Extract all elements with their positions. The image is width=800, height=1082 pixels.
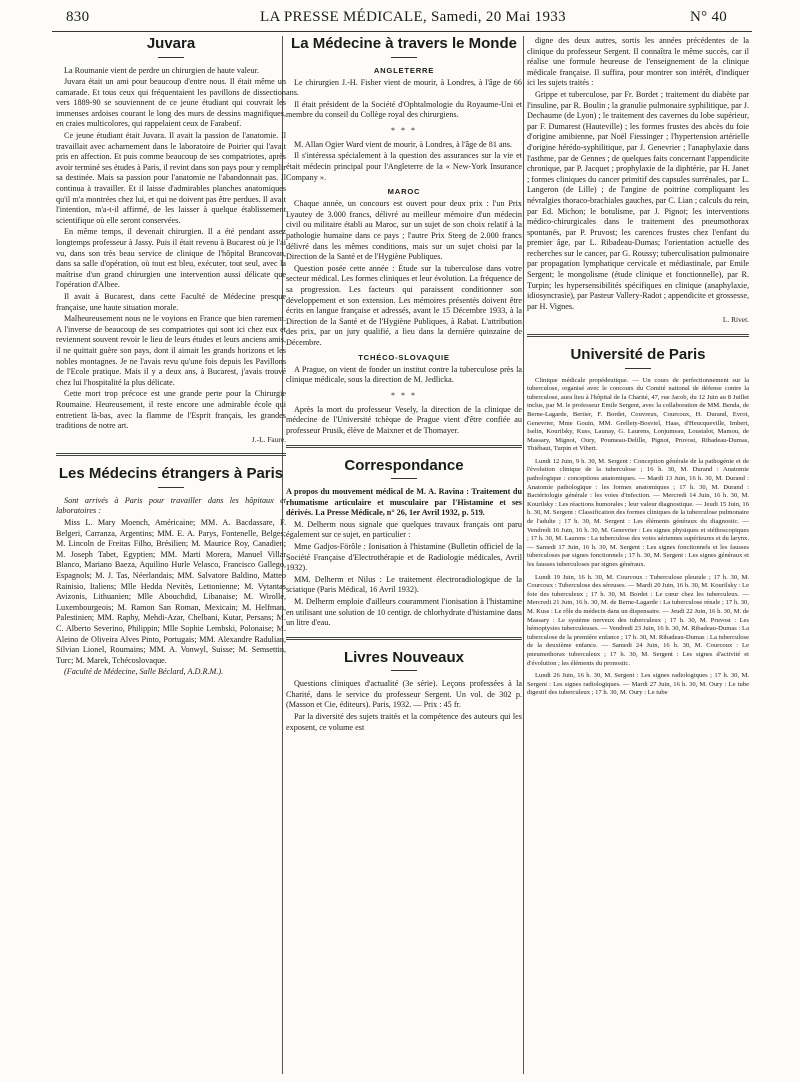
corresp-para: MM. Delherm et Nilus : Le traitement électroradiologique de la sciatique (Paris Médical, 16 Avril 1932). — [286, 574, 522, 595]
juvara-para: Cette mort trop précoce est une grande perte pour la Chirurgie Roumaine. Heureusement, il reste encore une admirable école qui entretient là-bas, avec la flamme de l'Esprit français, les grandes traditions de notre art. — [56, 389, 286, 431]
title-underline — [391, 670, 417, 671]
title-underline — [158, 57, 184, 58]
news-para: Question posée cette année : Étude sur la tuberculose dans votre secteur médical. Les formes cliniques et leur évolution. La fréquence de sa progression. Les facteurs qui paraissent conditionner son développement et son extension. Les mémoires présentés doivent être écrits en langue française et adressés, avant le 15 Décembre 1933, à la Direction de la Santé et de l'Hygiène Publiques, à Rabat. L'attribution des prix, par un jury qualifié, a lieu dans la dernière quinzaine de Décembre. — [286, 263, 522, 347]
juvara-para: Ce jeune étudiant était Juvara. Il avait la passion de l'anatomie. Il travaillait avec acharnement dans le laboratoire de Poirier qui l'avait pris en affection. Et puis comme beaucoup de ses compatriotes, après avoir terminé ses études à Paris, il revint dans son pays pour y remplir sa destinée. Mais sa passion pour l'anatomie ne l'abandonnait pas. Il continua à travailler. Et il laisse d'admirables planches anatomiques qu'il m'a montrées chez lui, et qui ne doivent pas être perdues. Il avait l'intention, m'a-t-il affirmé, de les laisser à quelque établissement scientifique où elle seront conservées. — [56, 131, 286, 225]
livres-signature: L. Rivet. — [722, 315, 749, 325]
issue-number: N° 40 — [690, 9, 728, 25]
news-para: Il s'intéressa spécialement à la question des assurances sur la vie et était médecin principal pour l'Angleterre de la « New-York Insurance Company ». — [286, 151, 522, 182]
juvara-para: Malheureusement nous ne le voyions en France que bien rarement. A l'inverse de beaucoup de ses compatriotes qui sont ici chez eux et reviennent souvent revoir le lieu de leurs études et leurs anciens amis, il ne quittait guère son pays, dont il aimait les grands horizons et les nobles montagnes. Je ne l'avais revu qu'une fois depuis les Pavillons de l'Ecole pratique. Mais il y a deux ans, à Bucarest, j'avais trouvé chez lui l'hospitalité la plus délicate. — [56, 314, 286, 387]
section-angleterre: ANGLETERRE — [373, 65, 435, 75]
schedule-para: Lundi 12 Juin, 9 h. 30, M. Sergent : Conception générale de la pathogénie et de l'évolution clinique de la tuberculose ; 16 h. 30, M. Durand : Anatomie pathologique : conceptions anatomiques. — Mardi 13 Juin, 16 h. 30, M. Durand : Anatomie pathologique : les formes anatomiques ; 17 h. 30, M. Durand : Bactériologie générale : les voies d'infection. — Mercredi 14 Juin, 16 h. 30, M. Kourilsky : Les réactions humorales ; leur valeur diagnostique. — Jeudi 15 Juin, 16 h. 30, M. Sergent : Classification des formes cliniques de la tuberculose pulmonaire de l'adulte ; 17 h. 30, M. Sergent : Les éléments généraux du diagnostic. — Vendredi 16 Juin, 16 h. 30, M. Genevrier : Les signes physiques et stéthoscopiques ; 17 h. 30, M. Laurens : La tuberculose des voies aériennes supérieures et du larynx. — Samedi 17 Juin, 16 h. 30, M. Sergent : Les signes fonctionnels et les fausses tuberculoses par signes fonctionnels ; 17 h. 30, M. Sergent : Les signes généraux et les fausses tuberculoses par signes généraux. — [527, 457, 749, 568]
schedule-para: Lundi 26 Juin, 16 h. 30, M. Sergent : Les signes radiologiques ; 17 h. 30, M. Sergent : Les signes radiologiques. — Mardi 27 Juin, 16 h. 30, M. Oury : Le tube digestif des tuberculeux ; 17 h. 30, M. Oury : Le tube — [527, 672, 749, 697]
juvara-signature: J.-L. Faure. — [251, 434, 286, 444]
livres-para: Par la diversité des sujets traités et la compétence des auteurs qui les exposent, ce volume est — [286, 712, 522, 732]
column-divider — [523, 36, 524, 1074]
livres-title: Livres Nouveaux — [343, 648, 465, 666]
corresp-heading: A propos du mouvement médical de M. A. Ravina : Traitement du rhumatisme articulaire et musculaire par l'Histamine et ses dérivés. La Presse Médicale, n° 26, 1er Avril 1932, p. 519. — [286, 487, 522, 518]
section-maroc: MAROC — [387, 187, 421, 197]
news-para: Le chirurgien J.-H. Fisher vient de mourir, à Londres, à l'âge de 66 ans. — [286, 77, 522, 98]
column-middle — [286, 36, 522, 1076]
juvara-title: Juvara — [146, 36, 196, 52]
stars-separator: * * * — [391, 125, 417, 135]
news-para: Il était président de la Société d'Ophtalmologie du Royaume-Uni et membre du conseil du Collège royal des chirurgiens. — [286, 99, 522, 120]
page-number: 830 — [66, 9, 90, 25]
corresp-para: M. Delherm emploie d'ailleurs couramment l'ionisation à l'histamine en utilisant une solution de 10 centigr. de chlorhydrate d'histamine dans un litre d'eau. — [286, 596, 522, 628]
page-header — [0, 0, 800, 28]
schedule-para: Lundi 19 Juin, 16 h. 30, M. Courcoux : Tuberculose pleurale ; 17 h. 30, M. Courcoux : Tuberculose des séreuses. — Mardi 20 Juin, 16 h. 30, M. Kourilsky : Le foie des tuberculeux ; 17 h. 30, M. Bordet : Le cœur chez les tuberculeux. — Mercredi 21 Juin, 16 h. 30, M. de Berne-Lagarde : La tuberculose rénale ; 17 h. 30, M. Kuss : Le rôle du médecin dans un dispensaire. — Jeudi 22 Juin, 16 h. 30, M. de Massary : Le système nerveux des tuberculeux ; 17 h. 30, M. Pruvost : Les hémoptysies tuberculeuses. — Vendredi 23 Juin, 16 h. 30, M. Ribadeau-Dumas : La tuberculose de la première enfance ; 17 h. 30, M. Ribadeau-Dumas : La tuberculose de la deuxième enfance. — Samedi 24 Juin, 16 h. 30, M. Courcoux : Le pneumothorax tuberculeux ; 17 h. 30, M. Sergent : Les signes d'activité et d'évolution ; les éléments du pronostic. — [527, 573, 749, 667]
monde-title: La Médecine à travers le Monde — [291, 36, 517, 52]
etrangers-list: Miss L. Mary Moench, Américaine; MM. A. Bacdassare, F. Belgeri, Carranza, Argentins; MM. E. A. Parys, Fontenelle, Belges; M. Lincoln de Freitas Filho, Brésilien; M. Maurice Roy, Canadien; M. Joseph Tabet, Egyptien; MM. Marti Morera, Manuel Villar Blanco, Mariano Baeza, Aquilino Hurle Velasco, Francisco Gallego, Espagnols; M. J. Tas, Néerlandais; MM. Salvatore Baldino, Matteo Rainisio, Italiens; Mlle Hedda Nevitès, Lettonienne; M. Vytantas Avizonis, Lithuanien; Mlle Abouchdid, Libanaise; M. Wirolle, Luxembourgeois; M. Ramon San Roman, Mexicain; M. Helfman, Palestinien; MM. Raphy, Mehdi-Azar, Chelbani, Kutar, Persans; M. C. Alberto Severino, Philippin; Mlle Sophie Lembski, Polonaise; M. Aleino de Oliveira Alves Pinto, Portugais; MM. Alexandre Radulian, Silvian Lionel, Roumains; MM. A. Vonwyl, Suisse; M. Semsettin, Turc; M. Marek, Tchécoslovaque. — [56, 517, 286, 665]
livres-topics: Grippe et tuberculose, par Fr. Bordet ; traitement du diabète par l'insuline, par R. Boulin ; la granulie pulmonaire syphilitique, par J. Dechaume (de Lyon) ; le traitement des cavernes du lobe supérieur, par F. Dumarest (Hauteville) ; les formes frustes des abcès du foie d'origine amibienne, par Noël Fiessinger ; l'hypertension artérielle d'origine hérédo-syphilitique, par J. Genevrier ; l'anaphylaxie dans l'asthme, par de Gennes ; de quelques faits concernant l'appendicite chronique, par P. Jacquet ; prophylaxie de la diphtérie, par H. Janet ; formes cliniques du cancer primitif des capsules surrénales, par L. Langeron (de Lille) ; de l'angine de poitrine compliquant les névralgies thoraco-brachiales gauches, par C. Lian ; calculs du rein, par Ed. Michon; le botulisme, par J. Pignot; les interventions médico-chirurgicales dans le traitement des pneumothorax spontanés, par P. Pruvost; les carences frustes chez l'enfant du premier âge, par L. Ribadeau-Dumas; l'orientation actuelle des recherches sur le cancer, par G. Roussy; tuberculisation pulmonaire par propagation lymphatique cervicale et médiastinale, par Emile Sergent; le mongolisme (étude clinique et fonctionnelle), par R. Turpin; les hypersensibilités spécifiques en clinique (anaphylaxie, idiosyncrasie), par Pasteur Vallery-Radot ; appendicite et grossesse, par H. Vignes. — [527, 89, 749, 311]
corresp-title: Correspondance — [344, 456, 464, 474]
column-left — [56, 36, 286, 1076]
section-separator — [56, 453, 286, 456]
news-para: M. Allan Ogier Ward vient de mourir, à Londres, à l'âge de 81 ans. — [294, 139, 512, 149]
corresp-para: M. Delherm nous signale que quelques travaux français ont paru également sur ce sujet, en particulier : — [286, 519, 522, 540]
clinique-heading: Clinique médicale propédeutique. — Un cours de perfectionnement sur la tuberculose, organisé avec le concours du Comité national de défense contre la tuberculose, aura lieu à l'hôpital de la Charité, 47, rue Jacob, du 12 Juin au 8 Juillet inclus, par M. le professeur Emile Sergent, avec la collaboration de MM. Benda, de Berne-Lagarde, Bertier, F. Bordet, Couvreux, Courcoux, H. Durand, Evrot, Genevrier, Mme Gouin, MM. Grellety-Bosviel, Haas, d'Heucqueville, Imbert, Iselin, Kourilsky, Kuss, Launay, G. Laurens, Lonjumeau, Loustalot, Mamou, de Massary, Mignot, Oury, Poumeau-Delille, Pignot, Pruvost, Ribadeau-Dumas, Thiébaut, Turpin et Vibert. — [527, 376, 749, 453]
etrangers-intro: Sont arrivés à Paris pour travailler dans les hôpitaux et laboratoires : — [56, 495, 286, 516]
juvara-para: Juvara était un ami pour beaucoup d'entre nous. Il était même un camarade. Et tous ceux qui fréquentaient les pavillons de dissection vers 1889-90 se souviennent de ce jeune étudiant qui couvrait les immenses ardoises courant le long des murs de dessins magnifiques, en craies multicolores, qui rappelaient ceux de Farabeuf. — [56, 77, 286, 129]
juvara-para: En même temps, il devenait chirurgien. Il a été pendant assez longtemps professeur à Jassy. Puis il était revenu à Bucarest où je l'ai vu, dans son très beau service de clinique de l'hôpital Brancovan, dans sa salle d'opération, où tout est bleu, exécuter, tout seul, avec la maîtrise d'un grand chirurgien une intervention aussi délicate que l'opération d'Albee. — [56, 227, 286, 290]
news-para: Chaque année, un concours est ouvert pour deux prix : l'un Prix Lyautey de 3.000 francs, délivré au meilleur mémoire d'un médecin civil ou militaire établi au Maroc, sur un sujet de son choix relatif à la pathologie humaine dans ce pays ; l'autre Prix Steeg de 2.000 francs délivré dans les mêmes conditions, mais sur un sujet choisi par la Direction de la Santé et de l'Hygiène Publiques. — [286, 199, 522, 262]
stars-separator: * * * — [391, 390, 417, 400]
livres-continued: digne des deux autres, sortis les années précédentes de la clinique du professeur Sergent. Il connaîtra le même succès, car il réalise une formule heureuse de l'enseignement de la clinique médicale française. Il suffira, pour montrer son intérêt, d'indiquer ici les sujets traités : — [527, 36, 749, 88]
etrangers-source: (Faculté de Médecine, Salle Béclard, A.D.R.M.). — [64, 667, 224, 677]
header-rule — [52, 31, 752, 32]
livres-para: Questions cliniques d'actualité (3e série). Leçons professées à la Charité, dans le service du professeur Sergent. Un vol. de 302 p. (Masson et Cie, éditeurs). Paris, 1932. — Prix : 45 fr. — [286, 679, 522, 710]
title-underline — [625, 368, 651, 369]
corresp-para: Mme Gadjos-Förôle : Ionisation à l'histamine (Bulletin officiel de la Société Française d'Electrothérapie et de Radiologie médicales, Avril 1932). — [286, 542, 522, 573]
title-underline — [391, 57, 417, 58]
universite-title: Université de Paris — [570, 346, 706, 364]
news-para: A Prague, on vient de fonder un institut contre la tuberculose près la clinique médicale, sous la direction de M. Jedlicka. — [286, 364, 522, 385]
title-underline — [158, 487, 184, 488]
section-separator — [286, 637, 522, 640]
section-separator — [286, 445, 522, 448]
section-separator — [527, 334, 749, 337]
news-para: Après la mort du professeur Vesely, la direction de la clinique de médecine de l'Université tchèque de Prague vient d'être confiée au professeur Prusik, élève de Maixner et de Thomayer. — [286, 404, 522, 435]
title-underline — [391, 478, 417, 479]
juvara-para: Il avait à Bucarest, dans cette Faculté de Médecine presque française, une haute situation morale. — [56, 291, 286, 312]
column-right — [527, 36, 749, 1076]
journal-title: LA PRESSE MÉDICALE, Samedi, 20 Mai 1933 — [260, 9, 566, 25]
etrangers-title: Les Médecins étrangers à Paris — [58, 465, 284, 483]
juvara-para: La Roumanie vient de perdre un chirurgien de haute valeur. — [64, 65, 259, 75]
section-tcheco: TCHÉCO-SLOVAQUIE — [358, 352, 450, 362]
